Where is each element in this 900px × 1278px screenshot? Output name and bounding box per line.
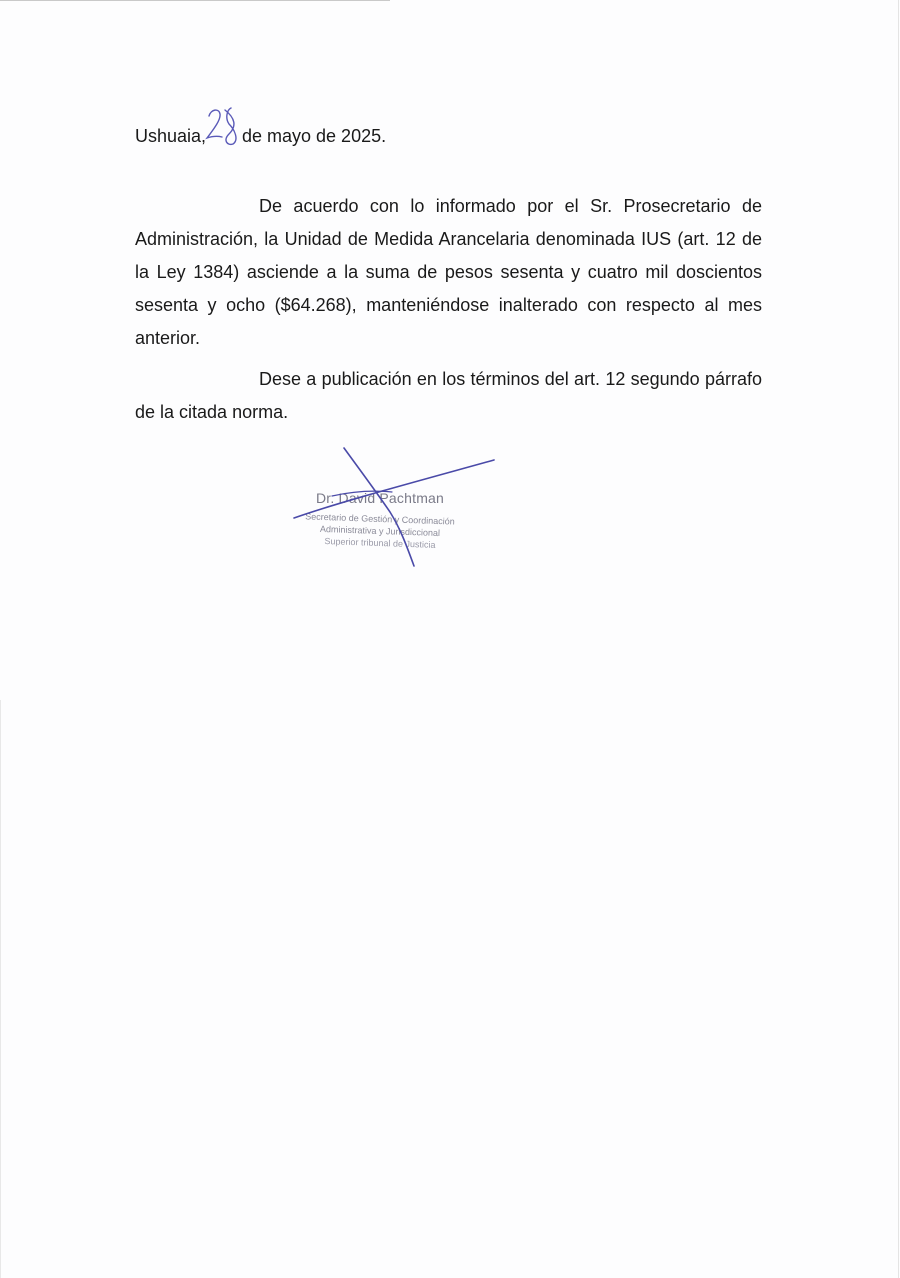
handwritten-day [205, 106, 241, 150]
stamp-title-line2: Administrativa y Jurisdiccional [319, 523, 441, 539]
official-stamp [290, 480, 470, 560]
paragraph-publication: Dese a publicación en los términos del art. 12 segundo párrafo de la citada norma. [135, 369, 762, 422]
date-line [135, 120, 387, 153]
paragraph-ius-amount: De acuerdo con lo informado por el Sr. Prosecretario de Administración, la Unidad de Medida Arancelaria denominada IUS (art. 12 de la Ley 1384) asciende a la suma de pesos sesenta y cuatro mil doscientos sesenta y ocho ($64.268), manteniéndose inalterado con respecto al mes anterior. [135, 196, 762, 348]
stamp-title-line1: Secretario de Gestión y Coordinación [305, 511, 455, 527]
stamp-title-line3: Superior tribunal de Justicia [324, 536, 436, 550]
date-place: Ushuaia, [135, 126, 207, 146]
scan-edge-left [0, 700, 1, 1278]
date-rest: de mayo de 2025. [242, 126, 387, 146]
scan-edge-top [0, 0, 390, 1]
scan-edge-right [898, 0, 899, 1278]
stamp-name: Dr. David Pachtman [315, 490, 445, 506]
